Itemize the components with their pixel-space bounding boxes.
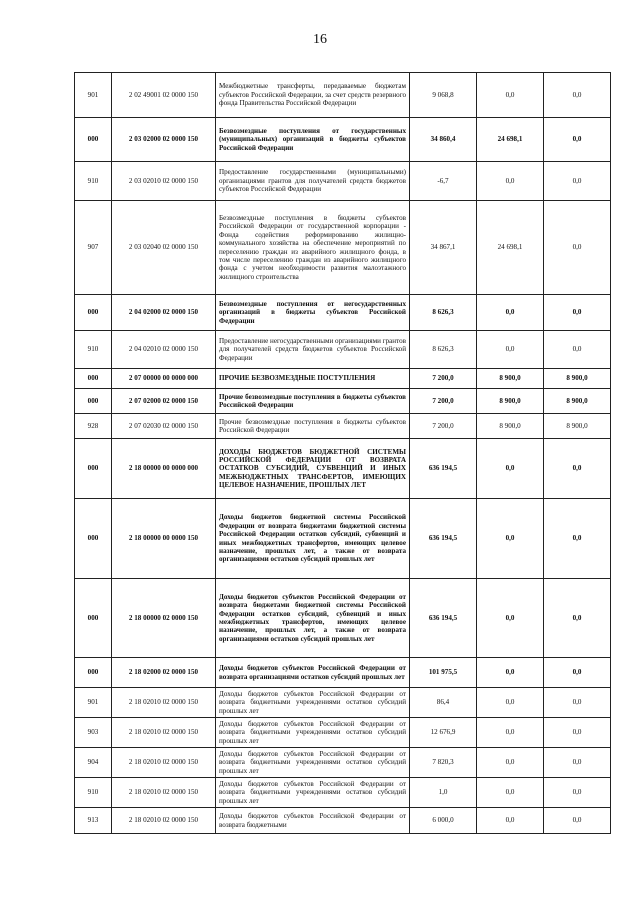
- amount-year3-cell: 0,0: [544, 718, 611, 748]
- table-row: [75, 499, 611, 579]
- admin-code-cell: 904: [75, 748, 112, 778]
- amount-year3-cell: 0,0: [544, 688, 611, 718]
- revenue-name-cell: Межбюджетные трансферты, передаваемые бюджетам субъектов Российской Федерации, за счет средств резервного фонда Правительства Российской Федерации: [216, 73, 410, 118]
- admin-code-cell: 000: [75, 389, 112, 414]
- revenue-table-body: [75, 73, 611, 834]
- amount-year1-cell: 636 194,5: [410, 439, 477, 499]
- table-row: [75, 658, 611, 688]
- amount-year2-cell: 8 900,0: [477, 389, 544, 414]
- amount-year2-cell: 0,0: [477, 162, 544, 201]
- amount-year1-cell: 86,4: [410, 688, 477, 718]
- amount-year3-cell: 0,0: [544, 73, 611, 118]
- amount-year2-cell: 24 698,1: [477, 118, 544, 162]
- amount-year3-cell: 0,0: [544, 331, 611, 369]
- amount-year2-cell: 0,0: [477, 579, 544, 658]
- amount-year1-cell: 8 626,3: [410, 295, 477, 331]
- table-row: [75, 439, 611, 499]
- amount-year1-cell: 9 068,8: [410, 73, 477, 118]
- revenue-name-cell: Доходы бюджетов субъектов Российской Федерации от возврата бюджетными учреждениями остатков субсидий прошлых лет: [216, 778, 410, 808]
- budget-code-cell: 2 18 02000 02 0000 150: [112, 658, 216, 688]
- amount-year2-cell: 0,0: [477, 73, 544, 118]
- amount-year2-cell: 0,0: [477, 808, 544, 834]
- amount-year1-cell: 34 867,1: [410, 201, 477, 295]
- amount-year1-cell: 8 626,3: [410, 331, 477, 369]
- amount-year1-cell: 7 200,0: [410, 369, 477, 389]
- amount-year1-cell: 6 000,0: [410, 808, 477, 834]
- table-row: [75, 579, 611, 658]
- admin-code-cell: 928: [75, 414, 112, 439]
- table-row: [75, 331, 611, 369]
- table-row: [75, 369, 611, 389]
- admin-code-cell: 000: [75, 118, 112, 162]
- admin-code-cell: 910: [75, 331, 112, 369]
- amount-year2-cell: 0,0: [477, 778, 544, 808]
- revenue-name-cell: Доходы бюджетов субъектов Российской Федерации от возврата бюджетными учреждениями остатков субсидий прошлых лет: [216, 718, 410, 748]
- revenue-name-cell: Доходы бюджетов субъектов Российской Федерации от возврата бюджетными учреждениями остатков субсидий прошлых лет: [216, 748, 410, 778]
- revenue-name-cell: Предоставление негосударственными организациями грантов для получателей средств бюджетов субъектов Российской Федерации: [216, 331, 410, 369]
- amount-year3-cell: 0,0: [544, 808, 611, 834]
- table-row: [75, 295, 611, 331]
- amount-year1-cell: 1,0: [410, 778, 477, 808]
- admin-code-cell: 907: [75, 201, 112, 295]
- table-row: [75, 201, 611, 295]
- revenue-name-cell: Предоставление государственными (муниципальными) организациями грантов для получателей средств бюджетов субъектов Российской Федерации: [216, 162, 410, 201]
- page-number: 16: [313, 32, 327, 47]
- table-row: [75, 718, 611, 748]
- budget-code-cell: 2 02 49001 02 0000 150: [112, 73, 216, 118]
- budget-code-cell: 2 07 02000 02 0000 150: [112, 389, 216, 414]
- amount-year2-cell: 24 698,1: [477, 201, 544, 295]
- amount-year3-cell: 0,0: [544, 748, 611, 778]
- admin-code-cell: 903: [75, 718, 112, 748]
- admin-code-cell: 000: [75, 295, 112, 331]
- amount-year3-cell: 0,0: [544, 162, 611, 201]
- amount-year1-cell: 636 194,5: [410, 579, 477, 658]
- budget-code-cell: 2 18 00000 00 0000 000: [112, 439, 216, 499]
- table-row: [75, 748, 611, 778]
- admin-code-cell: 910: [75, 778, 112, 808]
- amount-year2-cell: 0,0: [477, 748, 544, 778]
- amount-year1-cell: -6,7: [410, 162, 477, 201]
- budget-code-cell: 2 04 02010 02 0000 150: [112, 331, 216, 369]
- admin-code-cell: 000: [75, 369, 112, 389]
- admin-code-cell: 000: [75, 579, 112, 658]
- amount-year3-cell: 0,0: [544, 778, 611, 808]
- admin-code-cell: 000: [75, 439, 112, 499]
- amount-year2-cell: 8 900,0: [477, 414, 544, 439]
- budget-code-cell: 2 07 00000 00 0000 000: [112, 369, 216, 389]
- amount-year2-cell: 0,0: [477, 499, 544, 579]
- amount-year1-cell: 34 860,4: [410, 118, 477, 162]
- revenue-table: [74, 72, 611, 834]
- table-row: [75, 688, 611, 718]
- revenue-name-cell: Безвозмездные поступления в бюджеты субъектов Российской Федерации от государственной корпорации - Фонда содействия реформированию жилищно-коммунального хозяйства на обеспечение мероприятий по переселению граждан из аварийного жилищного фонда, в том числе переселению граждан из аварийного жилищного фонда с учетом необходимости развития малоэтажного жилищного строительства: [216, 201, 410, 295]
- amount-year3-cell: 0,0: [544, 499, 611, 579]
- amount-year1-cell: 12 676,9: [410, 718, 477, 748]
- budget-code-cell: 2 03 02010 02 0000 150: [112, 162, 216, 201]
- amount-year3-cell: 8 900,0: [544, 414, 611, 439]
- budget-code-cell: 2 18 00000 02 0000 150: [112, 579, 216, 658]
- table-row: [75, 414, 611, 439]
- amount-year1-cell: 7 820,3: [410, 748, 477, 778]
- revenue-name-cell: Доходы бюджетов субъектов Российской Федерации от возврата бюджетными учреждениями остатков субсидий прошлых лет: [216, 688, 410, 718]
- revenue-name-cell: Прочие безвозмездные поступления в бюджеты субъектов Российской Федерации: [216, 414, 410, 439]
- table-row: [75, 162, 611, 201]
- table-row: [75, 389, 611, 414]
- revenue-name-cell: ДОХОДЫ БЮДЖЕТОВ БЮДЖЕТНОЙ СИСТЕМЫ РОССИЙСКОЙ ФЕДЕРАЦИИ ОТ ВОЗВРАТА ОСТАТКОВ СУБСИДИЙ, СУБВЕНЦИЙ И ИНЫХ МЕЖБЮДЖЕТНЫХ ТРАНСФЕРТОВ, ИМЕЮЩИХ ЦЕЛЕВОЕ НАЗНАЧЕНИЕ, ПРОШЛЫХ ЛЕТ: [216, 439, 410, 499]
- amount-year3-cell: 0,0: [544, 295, 611, 331]
- revenue-name-cell: Доходы бюджетов субъектов Российской Федерации от возврата бюджетными: [216, 808, 410, 834]
- admin-code-cell: 000: [75, 499, 112, 579]
- amount-year2-cell: 0,0: [477, 688, 544, 718]
- amount-year1-cell: 7 200,0: [410, 389, 477, 414]
- amount-year1-cell: 101 975,5: [410, 658, 477, 688]
- amount-year2-cell: 0,0: [477, 439, 544, 499]
- table-row: [75, 808, 611, 834]
- admin-code-cell: 901: [75, 688, 112, 718]
- amount-year2-cell: 0,0: [477, 331, 544, 369]
- amount-year1-cell: 636 194,5: [410, 499, 477, 579]
- amount-year3-cell: 8 900,0: [544, 389, 611, 414]
- amount-year3-cell: 8 900,0: [544, 369, 611, 389]
- revenue-name-cell: Доходы бюджетов субъектов Российской Федерации от возврата организациями остатков субсидий прошлых лет: [216, 658, 410, 688]
- revenue-name-cell: Доходы бюджетов бюджетной системы Российской Федерации от возврата бюджетами бюджетной системы Российской Федерации остатков субсидий, субвенций и иных межбюджетных трансфертов, имеющих целевое назначение, прошлых лет, а также от возврата организациями остатков субсидий прошлых лет: [216, 499, 410, 579]
- amount-year3-cell: 0,0: [544, 658, 611, 688]
- amount-year3-cell: 0,0: [544, 579, 611, 658]
- table-row: [75, 778, 611, 808]
- revenue-name-cell: Безвозмездные поступления от государственных (муниципальных) организаций в бюджеты субъектов Российской Федерации: [216, 118, 410, 162]
- amount-year3-cell: 0,0: [544, 118, 611, 162]
- admin-code-cell: 000: [75, 658, 112, 688]
- amount-year2-cell: 8 900,0: [477, 369, 544, 389]
- revenue-name-cell: Безвозмездные поступления от негосударственных организаций в бюджеты субъектов Российской Федерации: [216, 295, 410, 331]
- revenue-name-cell: Доходы бюджетов субъектов Российской Федерации от возврата бюджетами бюджетной системы Российской Федерации остатков субсидий, субвенций и иных межбюджетных трансфертов, имеющих целевое назначение, прошлых лет, а также от возврата организациями остатков субсидий прошлых лет: [216, 579, 410, 658]
- admin-code-cell: 910: [75, 162, 112, 201]
- amount-year3-cell: 0,0: [544, 439, 611, 499]
- amount-year2-cell: 0,0: [477, 658, 544, 688]
- amount-year1-cell: 7 200,0: [410, 414, 477, 439]
- admin-code-cell: 901: [75, 73, 112, 118]
- budget-code-cell: 2 18 02010 02 0000 150: [112, 688, 216, 718]
- budget-code-cell: 2 18 02010 02 0000 150: [112, 748, 216, 778]
- budget-code-cell: 2 04 02000 02 0000 150: [112, 295, 216, 331]
- budget-code-cell: 2 18 00000 00 0000 150: [112, 499, 216, 579]
- budget-code-cell: 2 18 02010 02 0000 150: [112, 808, 216, 834]
- budget-code-cell: 2 03 02000 02 0000 150: [112, 118, 216, 162]
- budget-code-cell: 2 18 02010 02 0000 150: [112, 778, 216, 808]
- table-row: [75, 73, 611, 118]
- budget-code-cell: 2 07 02030 02 0000 150: [112, 414, 216, 439]
- amount-year2-cell: 0,0: [477, 295, 544, 331]
- table-row: [75, 118, 611, 162]
- amount-year2-cell: 0,0: [477, 718, 544, 748]
- budget-code-cell: 2 03 02040 02 0000 150: [112, 201, 216, 295]
- revenue-name-cell: Прочие безвозмездные поступления в бюджеты субъектов Российской Федерации: [216, 389, 410, 414]
- budget-code-cell: 2 18 02010 02 0000 150: [112, 718, 216, 748]
- admin-code-cell: 913: [75, 808, 112, 834]
- revenue-name-cell: ПРОЧИЕ БЕЗВОЗМЕЗДНЫЕ ПОСТУПЛЕНИЯ: [216, 369, 410, 389]
- amount-year3-cell: 0,0: [544, 201, 611, 295]
